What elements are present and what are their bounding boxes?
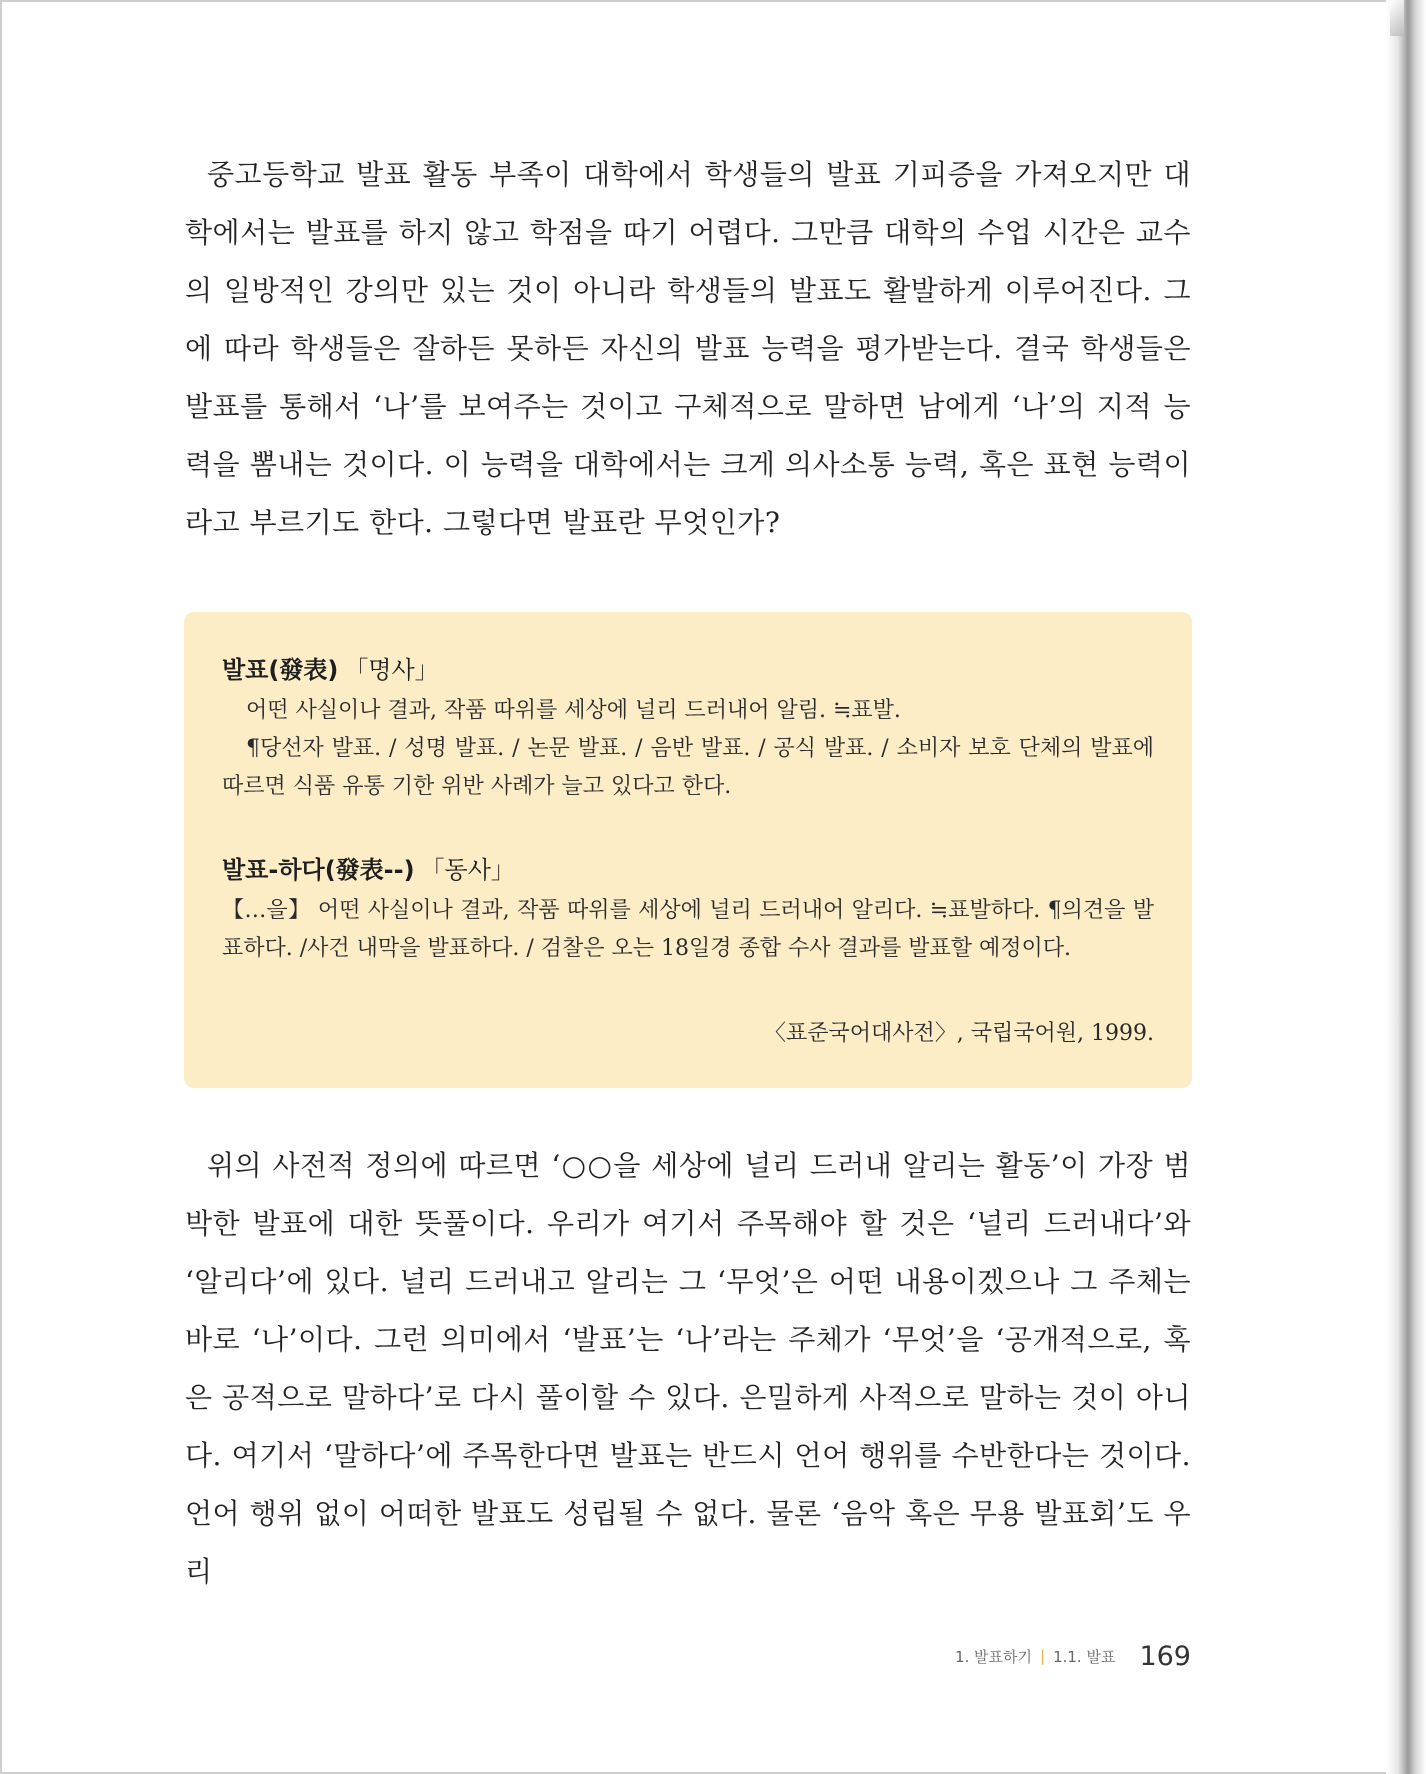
part-of-speech: 「명사」 — [344, 656, 439, 684]
headword: 발표(發表) — [222, 656, 339, 684]
dictionary-definition-2 — [222, 892, 1154, 968]
page-curl-shadow — [1386, 0, 1426, 1774]
examples-text: ¶당선자 발표. / 성명 발표. / 논문 발표. / 음반 발표. / 공식 발표. / 소비자 보호 단체의 발표에 따르면 식품 유통 기한 위반 사례가 늘고 있다고 한다. — [222, 736, 1154, 799]
dictionary-examples-1 — [222, 730, 1154, 806]
page-edge — [0, 0, 2, 1774]
paragraph-text: 위의 사전적 정의에 따르면 ‘○○을 세상에 널리 드러내 알리는 활동’이 가장 범박한 발표에 대한 뜻풀이다. 우리가 여기서 주목해야 할 것은 ‘널리 드러내다’와 ‘알리다’에 있다. 널리 드러내고 알리는 그 ‘무엇’은 어떤 내용이겠으나 그 주체는 바로 ‘나’이다. 그런 의미에서 ‘발표’는 ‘나’라는 주체가 ‘무엇’을 ‘공개적으로, 혹은 공적으로 말하다’로 다시 풀이할 수 있다. 은밀하게 사적으로 말하는 것이 아니다. 여기서 ‘말하다’에 주목한다면 발표는 반드시 언어 행위를 수반한다는 것이다. 언어 행위 없이 어떠한 발표도 성립될 수 없다. 물론 ‘음악 혹은 무용 발표회’도 우리 — [185, 1149, 1191, 1588]
footer-separator: | — [1040, 1647, 1046, 1665]
page-footer — [900, 1636, 1191, 1676]
page-number: 169 — [1139, 1640, 1191, 1672]
section-label: 1.1. 발표 — [1053, 1647, 1116, 1666]
part-of-speech: 「동사」 — [420, 856, 515, 884]
chapter-label: 1. 발표하기 — [954, 1647, 1033, 1666]
dictionary-headword-1 — [222, 650, 439, 685]
dictionary-definition-1 — [222, 692, 1154, 730]
dictionary-source: 〈표준국어대사전〉, 국립국어원, 1999. — [764, 1021, 1154, 1046]
dictionary-definition-box — [184, 612, 1192, 1088]
definition-text: 어떤 사실이나 결과, 작품 따위를 세상에 널리 드러내어 알림. ≒표발. — [246, 698, 901, 723]
paragraph-text: 중고등학교 발표 활동 부족이 대학에서 학생들의 발표 기피증을 가져오지만 대학에서는 발표를 하지 않고 학점을 따기 어렵다. 그만큼 대학의 수업 시간은 교수의 일방적인 강의만 있는 것이 아니라 학생들의 발표도 활발하게 이루어진다. 그에 따라 학생들은 잘하든 못하든 자신의 발표 능력을 평가받는다. 결국 학생들은 발표를 통해서 ‘나’를 보여주는 것이고 구체적으로 말하면 남에게 ‘나’의 지적 능력을 뽐내는 것이다. 이 능력을 대학에서는 크게 의사소통 능력, 혹은 표현 능력이라고 부르기도 한다. 그렇다면 발표란 무엇인가? — [185, 158, 1191, 539]
body-paragraph-2 — [185, 1137, 1191, 1601]
page-fold — [1390, 0, 1404, 36]
page-edge — [0, 0, 1390, 2]
dictionary-headword-2 — [222, 850, 515, 885]
definition-text: 【…을】 어떤 사실이나 결과, 작품 따위를 세상에 널리 드러내어 알리다. ≒표발하다. ¶의견을 발표하다. /사건 내막을 발표하다. / 검찰은 오는 18일경 종합 수사 결과를 발표할 예정이다. — [222, 898, 1154, 961]
headword: 발표-하다(發表--) — [222, 856, 415, 884]
body-paragraph-1 — [185, 146, 1191, 552]
